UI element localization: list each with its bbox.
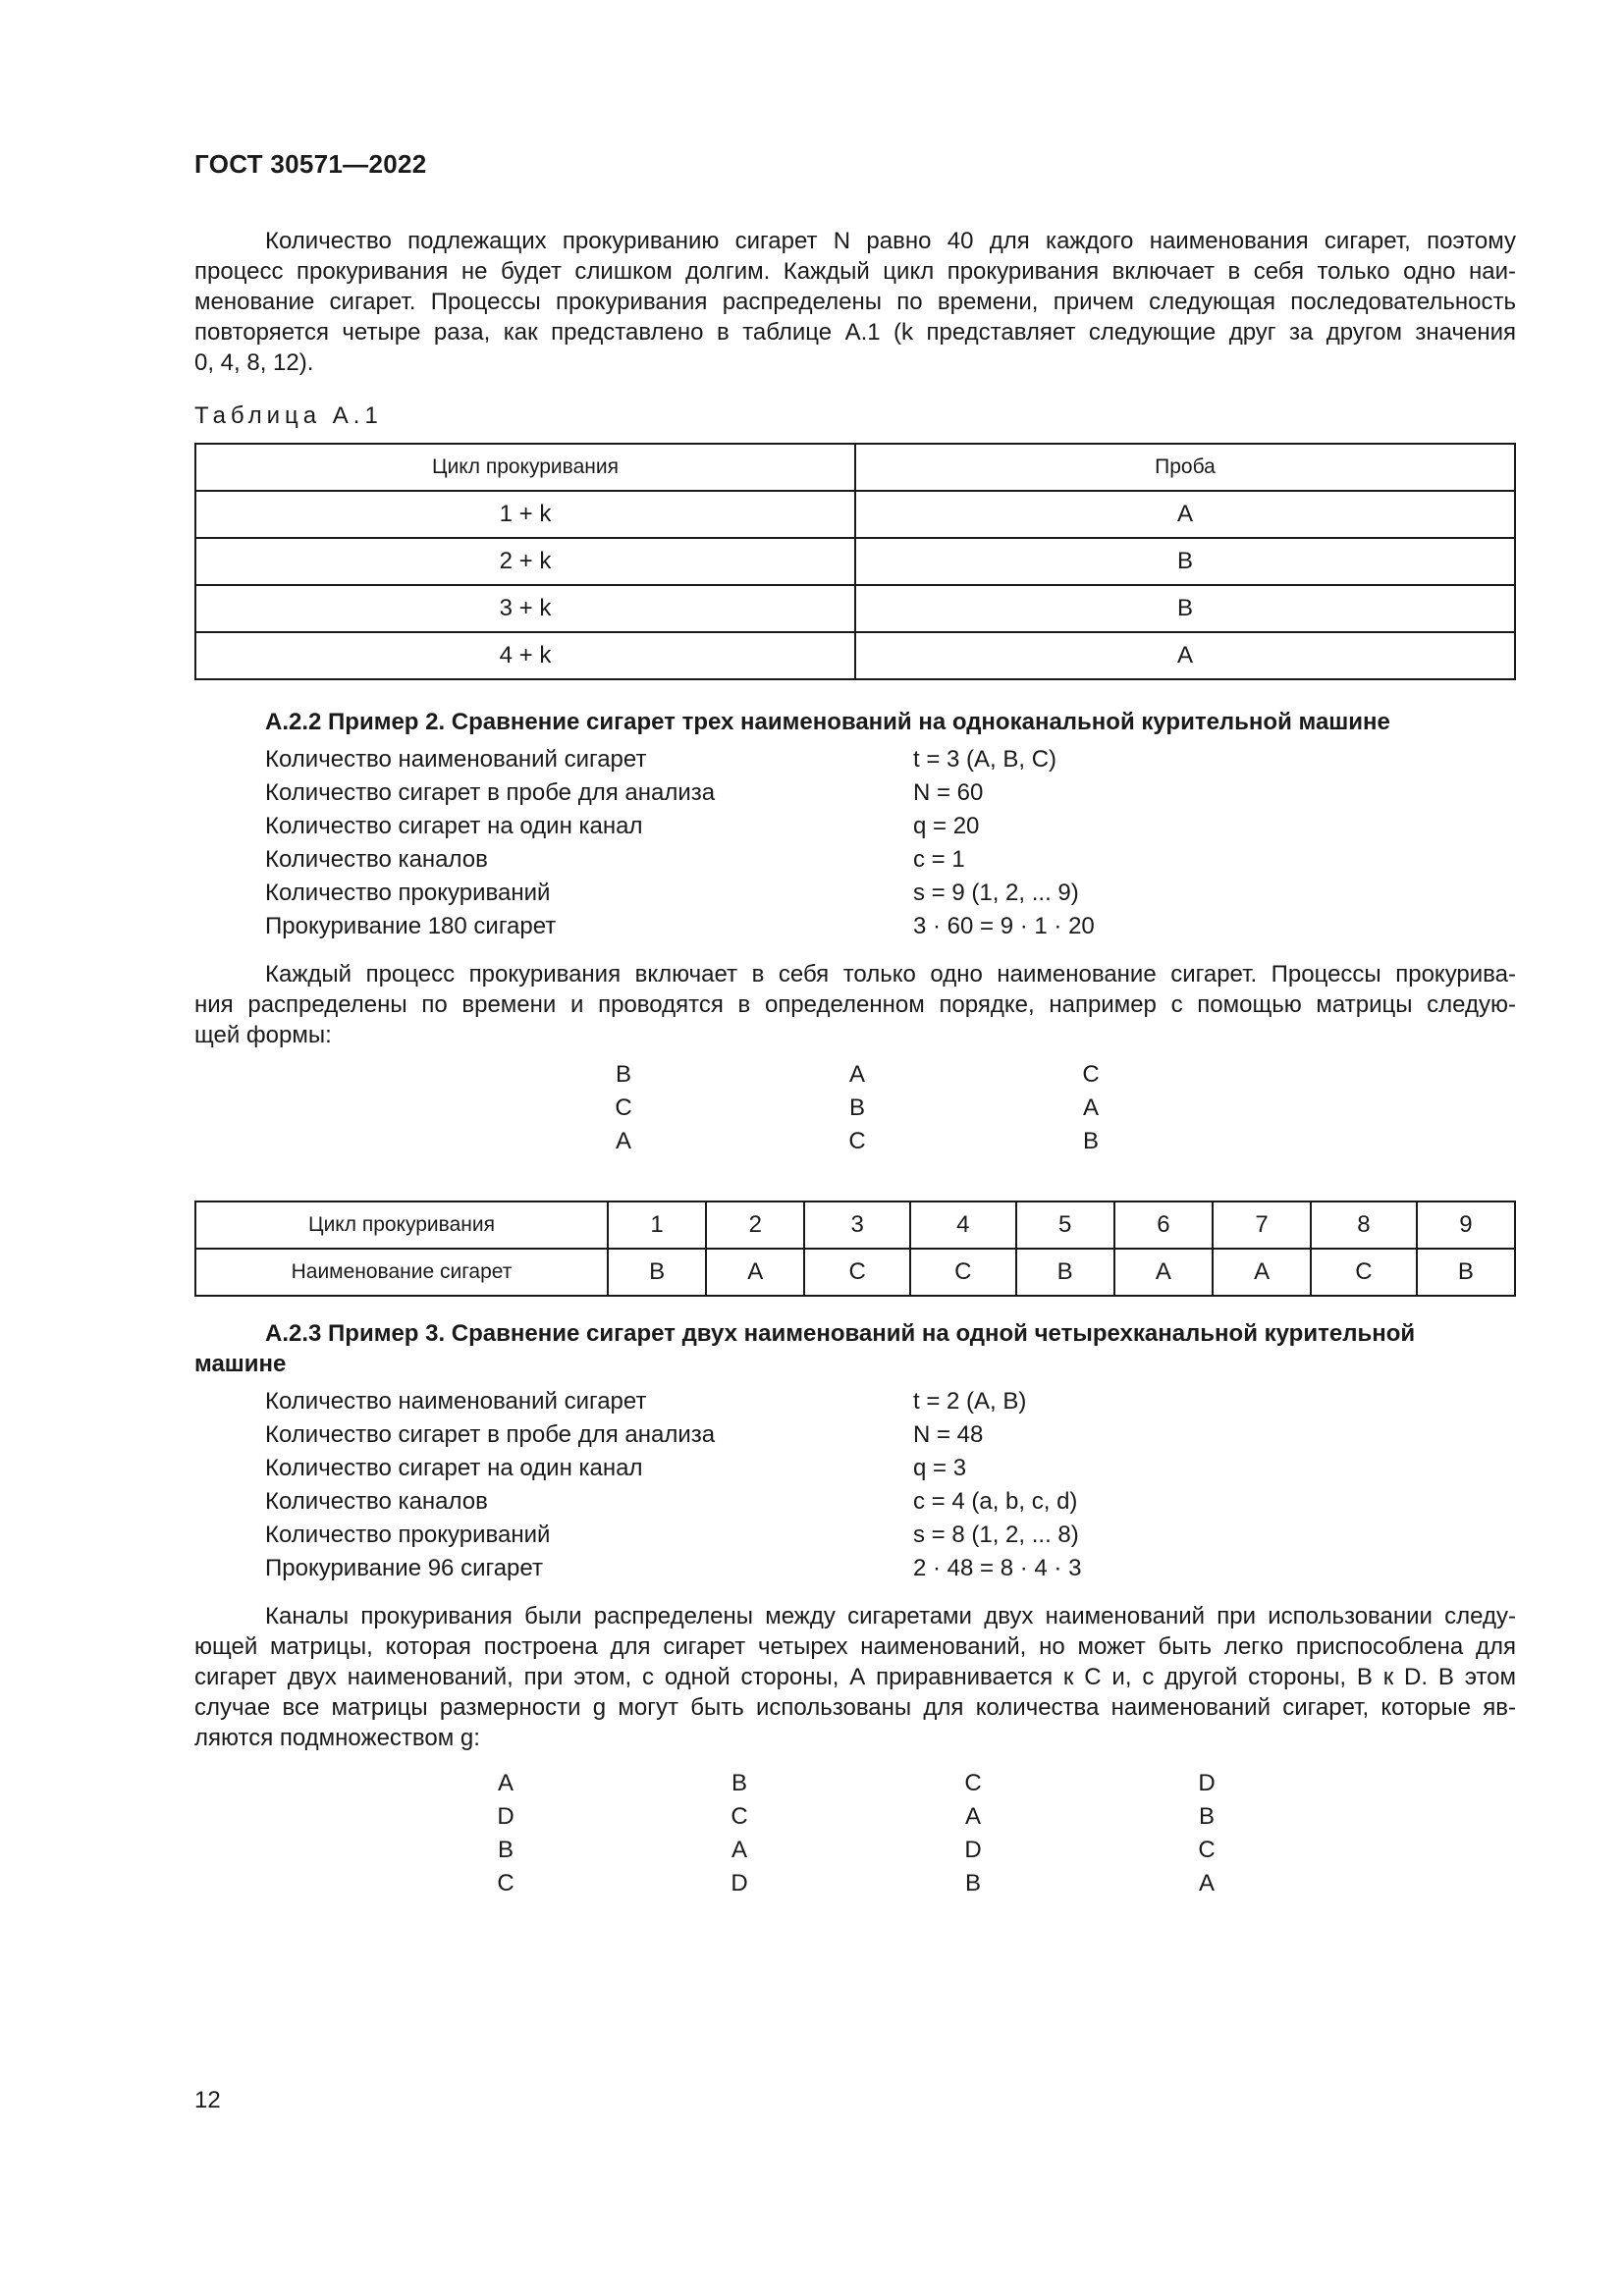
param-row [265,877,1095,910]
matrix-column [1177,1767,1236,1900]
cycle-cell: 3 [804,1201,910,1249]
matrix-column [828,1058,887,1158]
param-value: N = 60 [913,779,984,806]
param-name: Количество наименований сигарет [265,1388,647,1415]
matrix-cell: B [1082,1128,1099,1154]
matrix-cell: B [848,1095,865,1121]
cycle-cell: 3 + k [195,585,855,632]
param-row [265,910,1095,943]
cycle-cell: 7 [1213,1201,1311,1249]
text-line: менование сигарет. Процессы прокуривания распределены по времени, причем следующая последовательность [194,289,1516,315]
cycle-cell: 2 [706,1201,804,1249]
cycle-table [194,1201,1516,1297]
param-row [265,1485,1081,1519]
text-line: щей формы: [194,1022,332,1048]
table-row [195,1249,1515,1296]
cycle-cell: 4 [910,1201,1016,1249]
matrix-column [1061,1058,1120,1158]
name-cell: A [706,1249,804,1296]
matrix-cell: D [1198,1770,1216,1796]
cycle-cell: 1 + k [195,491,855,538]
page-number: 12 [194,2087,221,2113]
matrix-cell: A [731,1837,747,1863]
cycle-cell: 5 [1016,1201,1114,1249]
text-line: процесс прокуривания не будет слишком долгим. Каждый цикл прокуривания включает в себя только одно наи- [194,258,1516,285]
param-name: Количество сигарет на один канал [265,813,643,839]
param-row [265,843,1095,877]
example3-title: А.2.3 Пример 3. Сравнение сигарет двух наименований на одной четырехканальной курительной [265,1320,1416,1347]
sample-cell: В [855,538,1515,585]
matrix-cell: C [964,1770,982,1796]
param-value: t = 2 (A, B) [913,1388,1027,1415]
matrix-cell: B [964,1870,981,1896]
sample-cell: А [855,491,1515,538]
name-cell: C [1311,1249,1417,1296]
example2-params [265,743,1095,943]
matrix-cell: B [1198,1803,1215,1830]
text-line: ющей матрицы, которая построена для сигарет четырех наименований, но может быть легко приспособлена для [194,1633,1516,1660]
matrix-column [476,1767,535,1900]
cycle-cell: 1 [608,1201,706,1249]
param-value: s = 8 (1, 2, ... 8) [913,1522,1079,1548]
example2-title: А.2.2 Пример 2. Сравнение сигарет трех наименований на одноканальной курительной машине [265,709,1390,735]
name-cell: C [804,1249,910,1296]
header-cell: Цикл прокуривания [195,444,855,491]
text-line: Каналы прокуривания были распределены между сигаретами двух наименований при использовании следу- [265,1603,1516,1629]
text-line: 0, 4, 8, 12). [194,349,314,376]
param-value: q = 3 [913,1455,967,1481]
row-label: Наименование сигарет [195,1249,608,1296]
matrix-cell: A [1082,1095,1099,1121]
table-caption: Таблица А.1 [194,402,383,429]
matrix-cell: A [964,1803,981,1830]
param-value: N = 48 [913,1421,984,1448]
sample-cell: В [855,585,1515,632]
name-cell: B [608,1249,706,1296]
table-a1 [194,443,1516,680]
matrix-cell: A [1198,1870,1215,1896]
param-value: 3 · 60 = 9 · 1 · 20 [913,913,1095,939]
text-line: случае все матрицы размерности g могут быть использованы для количества наименований сигарет, которые яв- [194,1694,1516,1721]
example3-paragraph [194,1601,1516,1753]
text-line: повторяется четыре раза, как представлено в таблице А.1 (k представляет следующие друг за другом значения [194,319,1516,346]
matrix-cell: C [1198,1837,1216,1863]
matrix-column [594,1058,653,1158]
document-header: ГОСТ 30571—2022 [194,149,427,179]
param-name: Количество каналов [265,1488,488,1515]
param-value: t = 3 (A, B, C) [913,746,1057,773]
param-name: Количество сигарет в пробе для анализа [265,779,716,806]
name-cell: A [1213,1249,1311,1296]
matrix-cell: D [497,1803,514,1830]
table-row [195,491,1515,538]
matrix-cell: A [497,1770,514,1796]
matrix-cell: C [615,1095,632,1121]
text-line: ния распределены по времени и проводятся в определенном порядке, например с помощью матрицы следую- [194,991,1516,1018]
matrix-cell: A [615,1128,631,1154]
example3-title-cont: машине [194,1351,287,1377]
matrix-cell: C [731,1803,748,1830]
cycle-cell: 8 [1311,1201,1417,1249]
text-line: Каждый процесс прокуривания включает в себя только одно наименование сигарет. Процессы прокурива- [265,961,1516,988]
param-value: s = 9 (1, 2, ... 9) [913,880,1079,906]
cycle-cell: 2 + k [195,538,855,585]
matrix-cell: B [615,1061,631,1088]
name-cell: A [1114,1249,1213,1296]
param-name: Прокуривание 96 сигарет [265,1555,543,1581]
matrix-column [944,1767,1002,1900]
matrix-cell: A [848,1061,865,1088]
param-name: Количество сигарет в пробе для анализа [265,1421,716,1448]
param-row [265,776,1095,810]
param-row [265,810,1095,843]
example2-paragraph [194,959,1516,1050]
param-value: c = 4 (a, b, c, d) [913,1488,1078,1515]
param-name: Количество прокуриваний [265,1522,551,1548]
param-row [265,1519,1081,1552]
param-name: Количество прокуриваний [265,880,551,906]
param-value: c = 1 [913,846,965,873]
param-name: Количество каналов [265,846,488,873]
param-row [265,743,1095,776]
param-name: Прокуривание 180 сигарет [265,913,557,939]
matrix-cell: D [964,1837,982,1863]
cycle-cell: 9 [1417,1201,1515,1249]
param-row [265,1552,1081,1585]
table-row [195,632,1515,679]
matrix-cell: C [1082,1061,1100,1088]
name-cell: B [1016,1249,1114,1296]
param-row [265,1418,1081,1452]
row-label: Цикл прокуривания [195,1201,608,1249]
matrix-cell: B [497,1837,514,1863]
param-value: q = 20 [913,813,980,839]
cycle-cell: 6 [1114,1201,1213,1249]
sample-cell: А [855,632,1515,679]
matrix-cell: C [497,1870,514,1896]
param-name: Количество сигарет на один канал [265,1455,643,1481]
text-line: Количество подлежащих прокуриванию сигарет N равно 40 для каждого наименования сигарет, поэтому [265,228,1516,254]
name-cell: C [910,1249,1016,1296]
text-line: сигарет двух наименований, при этом, с одной стороны, А приравнивается к С и, с другой стороны, В к D. В этом [194,1664,1516,1690]
name-cell: B [1417,1249,1515,1296]
text-line: ляются подмножеством g: [194,1725,480,1751]
example3-params [265,1385,1081,1585]
intro-paragraph [194,226,1516,378]
param-row [265,1385,1081,1418]
param-name: Количество наименований сигарет [265,746,647,773]
matrix-cell: D [731,1870,748,1896]
cycle-cell: 4 + k [195,632,855,679]
matrix-cell: C [848,1128,866,1154]
header-cell: Проба [855,444,1515,491]
table-row [195,538,1515,585]
table-row [195,1201,1515,1249]
table-header-row [195,444,1515,491]
matrix-cell: B [731,1770,747,1796]
param-value: 2 · 48 = 8 · 4 · 3 [913,1555,1082,1581]
matrix-column [710,1767,769,1900]
table-row [195,585,1515,632]
param-row [265,1452,1081,1485]
